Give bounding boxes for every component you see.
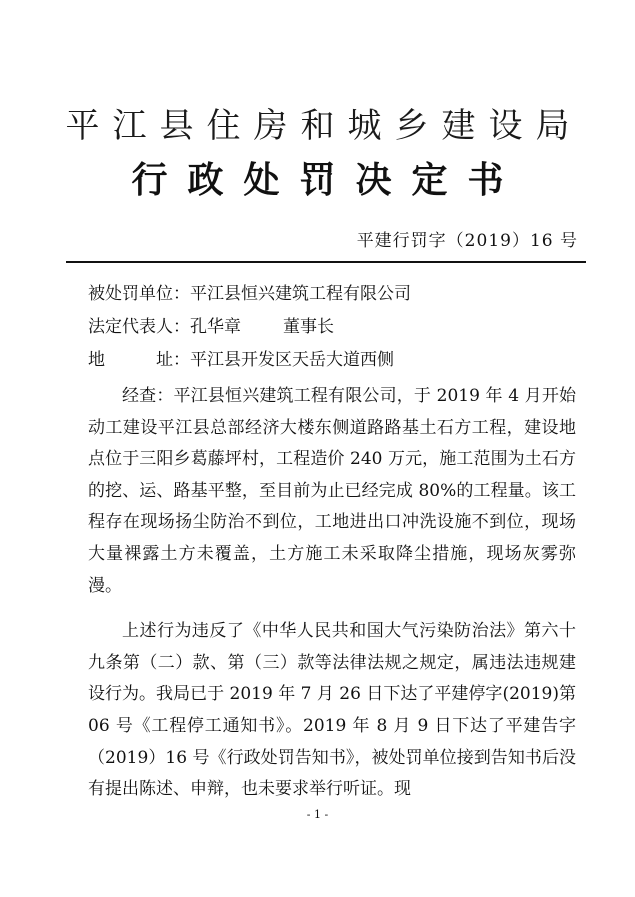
document-type-title: 行政处罚决定书 <box>131 159 524 201</box>
agency-name: 平江县住房和城乡建设局 <box>65 106 583 146</box>
document-number: 平建行罚字（2019）16 号 <box>356 231 578 251</box>
violation-paragraph: 上述行为违反了《中华人民共和国大气污染防治法》第六十九条第（二）款、第（三）款等法律法规之规定，属违法违规建设行为。我局已于 2019 年 7 月 26 日下达了平建停字(2019)第 06 号《工程停工通知书》。2019 年 8 月 9 日下达了平建告字（2019）16 号《行政处罚告知书》，被处罚单位接到告知书后没有提出陈述、申辩，也未要求举行听证。现 <box>88 621 576 800</box>
legal-representative-label: 法定代表人： <box>88 317 190 337</box>
header-divider-line <box>66 261 586 263</box>
address-value: 平江县开发区天岳大道西侧 <box>190 350 394 370</box>
penalized-unit-value: 平江县恒兴建筑工程有限公司 <box>190 284 411 304</box>
page-number: - 1 - <box>306 808 329 821</box>
document-body <box>88 278 576 806</box>
address-label-part2: 址： <box>156 350 190 370</box>
legal-representative-value: 孔华章 <box>190 317 241 337</box>
address-label-part1: 地 <box>88 350 105 370</box>
legal-representative-title: 董事长 <box>283 317 334 337</box>
findings-paragraph: 经查：平江县恒兴建筑工程有限公司，于 2019 年 4 月开始动工建设平江县总部经济大楼东侧道路路基土石方工程，建设地点位于三阳乡葛藤坪村，工程造价 240 万元，施工范围为土石方的挖、运、路基平整，至目前为止已经完成 80%的工程量。该工程存在现场扬尘防治不到位，工地进出口冲洗设施不到位，现场大量裸露土方未覆盖，土方施工未采取降尘措施，现场灰雾弥漫。 <box>88 386 576 596</box>
penalized-unit-label: 被处罚单位： <box>88 284 190 304</box>
address-row <box>88 344 576 377</box>
legal-representative-row <box>88 311 576 344</box>
penalized-unit-row <box>88 278 576 311</box>
